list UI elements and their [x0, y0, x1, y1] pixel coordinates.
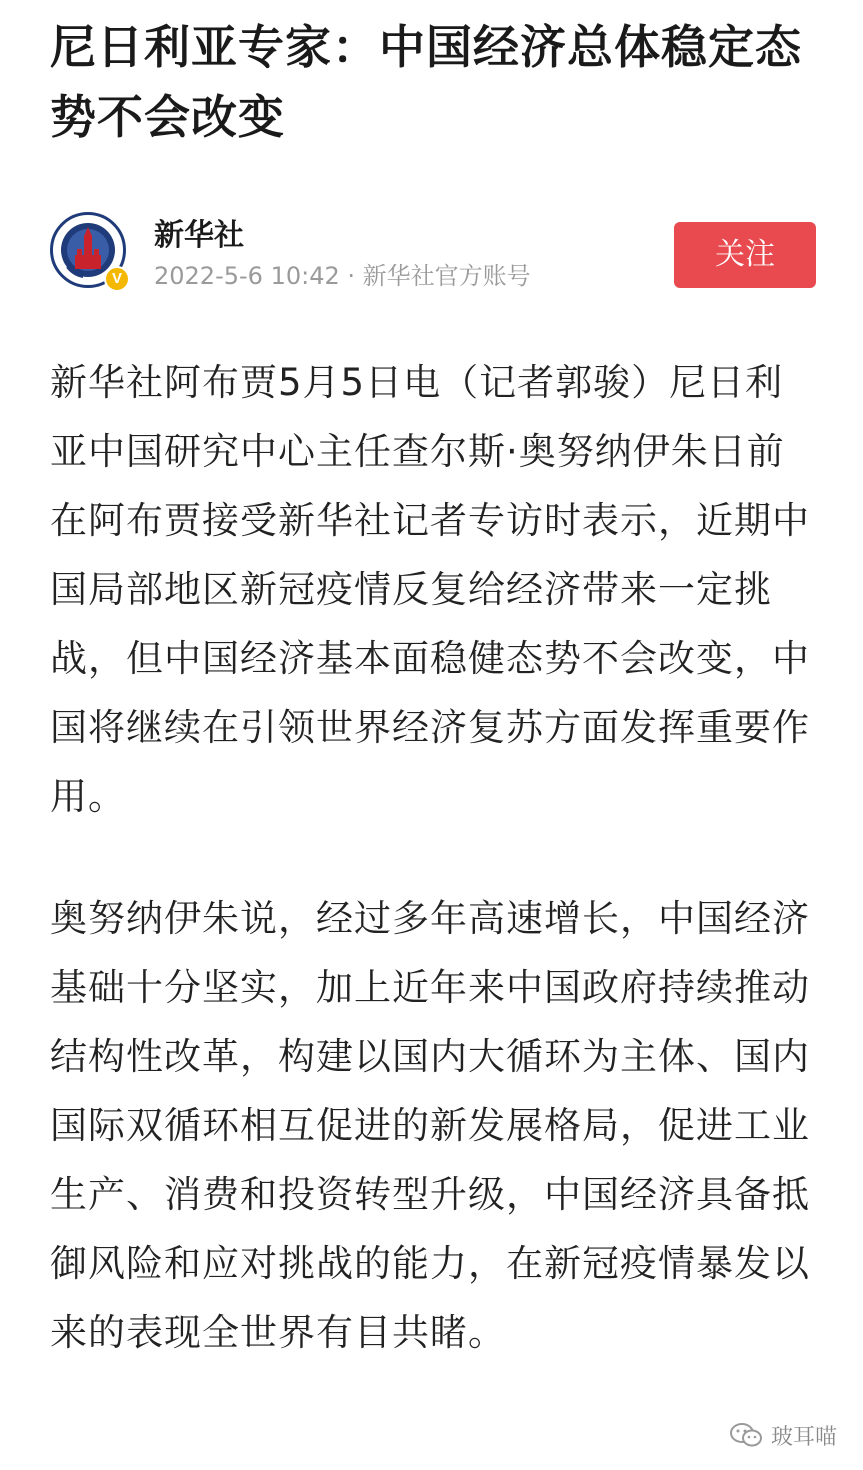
watermark: [729, 1418, 837, 1452]
article-title: 尼日利亚专家：中国经济总体稳定态势不会改变: [50, 20, 802, 144]
watermark-label: 玻耳喵: [770, 1424, 837, 1450]
author-name[interactable]: 新华社: [154, 218, 244, 253]
follow-button[interactable]: 关注: [674, 222, 816, 288]
wechat-icon: [729, 1422, 763, 1448]
body-paragraph-2: 奥努纳伊朱说，经过多年高速增长，中国经济基础十分坚实，加上近年来中国政府持续推动结构性改革，构建以国内大循环为主体、国内国际双循环相互促进的新发展格局，促进工业生产、消费和投资转型升级，中国经济具备抵御风险和应对挑战的能力，在新冠疫情暴发以来的表现全世界有目共睹。: [50, 897, 810, 1354]
verified-badge-icon: V: [104, 266, 130, 292]
author-meta: 2022-5-6 10:42 · 新华社官方账号: [154, 262, 531, 290]
author-row: [50, 212, 820, 296]
body-paragraph-1: 新华社阿布贾5月5日电（记者郭骏）尼日利亚中国研究中心主任查尔斯·奥努纳伊朱日前在阿布贾接受新华社记者专访时表示，近期中国局部地区新冠疫情反复给经济带来一定挑战，但中国经济基本面稳健态势不会改变，中国将继续在引领世界经济复苏方面发挥重要作用。: [50, 361, 810, 818]
